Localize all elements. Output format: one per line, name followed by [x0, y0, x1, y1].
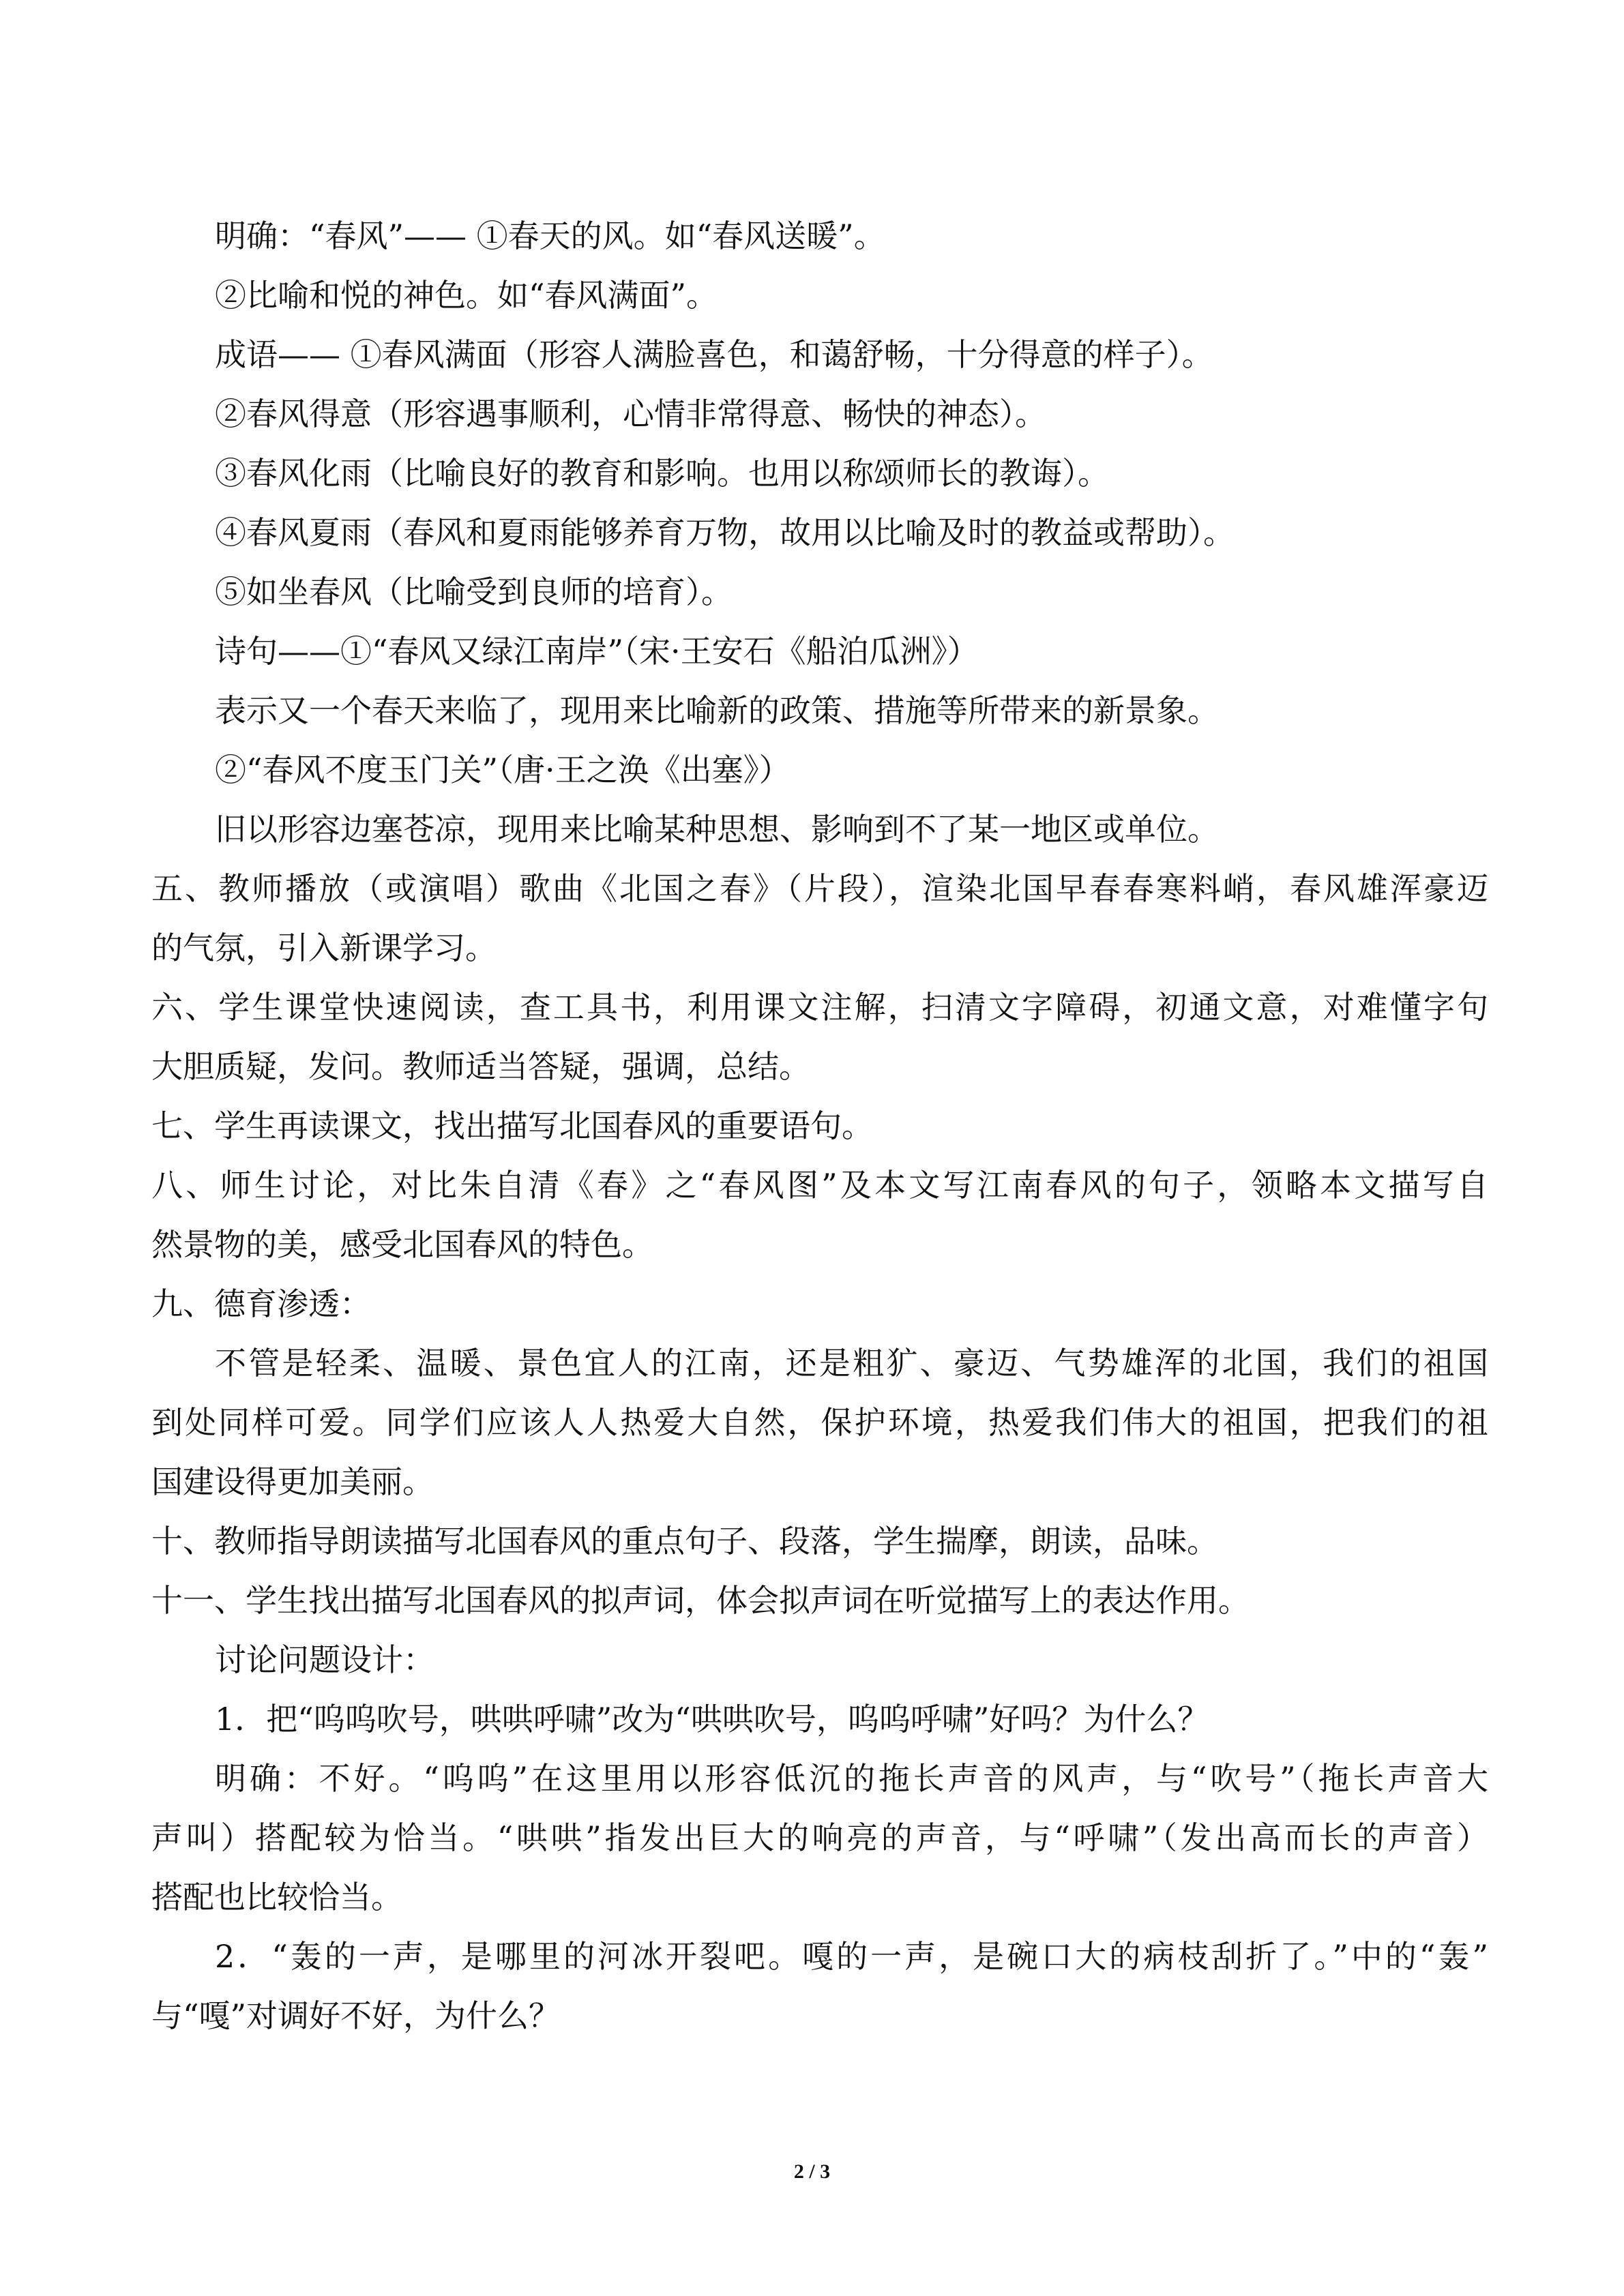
text-line: ②春风得意（形容遇事顺利，心情非常得意、畅快的神态）。 [215, 396, 1046, 432]
text-line: 九、德育渗透： [151, 1285, 371, 1322]
text-line: ③春风化雨（比喻良好的教育和影响。也用以称颂师长的教诲）。 [215, 455, 1109, 492]
text-line: ②“春风不度玉门关”（唐·王之涣《出塞》） [215, 751, 791, 788]
text-line: 1．把“呜呜吹号，哄哄呼啸”改为“哄哄吹号，呜呜呼啸”好吗？为什么？ [215, 1701, 1209, 1738]
text-line: 与“嘎”对调好不好，为什么？ [151, 1997, 561, 2034]
text-line: 大胆质疑，发问。教师适当答疑，强调，总结。 [151, 1048, 810, 1085]
text-line: 到处同样可爱。同学们应该人人热爱大自然，保护环境，热爱我们伟大的祖国，把我们的祖 [151, 1404, 1488, 1441]
text-line: 声叫）搭配较为恰当。“哄哄”指发出巨大的响亮的声音，与“呼啸”（发出高而长的声音） [151, 1819, 1488, 1856]
text-line: 六、学生课堂快速阅读，查工具书，利用课文注解，扫清文字障碍，初通文意，对难懂字句 [151, 989, 1488, 1026]
text-line: 十、教师指导朗读描写北国春风的重点句子、段落，学生揣摩，朗读，品味。 [151, 1523, 1218, 1560]
page-number: 2 / 3 [793, 2160, 831, 2183]
text-line: 然景物的美，感受北国春风的特色。 [151, 1226, 653, 1263]
text-line: ④春风夏雨（春风和夏雨能够养育万物，故用以比喻及时的教益或帮助）。 [215, 514, 1235, 551]
text-line: ②比喻和悦的神色。如“春风满面”。 [215, 277, 718, 314]
text-line: 诗句——①“春风又绿江南岸”（宋·王安石《船泊瓜洲》） [215, 633, 979, 670]
text-line: 旧以形容边塞苍凉，现用来比喻某种思想、影响到不了某一地区或单位。 [215, 811, 1219, 848]
text-line: ⑤如坐春风（比喻受到良师的培育）。 [215, 573, 733, 610]
text-line: 不管是轻柔、温暖、景色宜人的江南，还是粗犷、豪迈、气势雄浑的北国，我们的祖国 [215, 1345, 1488, 1382]
text-line: 国建设得更加美丽。 [151, 1463, 434, 1500]
text-line: 十一、学生找出描写北国春风的拟声词，体会拟声词在听觉描写上的表达作用。 [151, 1582, 1250, 1619]
text-line: 八、师生讨论，对比朱自清《春》之“春风图”及本文写江南春风的句子，领略本文描写自 [151, 1167, 1488, 1204]
text-line: 五、教师播放（或演唱）歌曲《北国之春》（片段），渲染北国早春春寒料峭，春风雄浑豪迈 [151, 870, 1488, 907]
text-line: 2．“轰的一声，是哪里的河冰开裂吧。嘎的一声，是碗口大的病枝刮折了。”中的“轰” [215, 1938, 1488, 1975]
text-line: 明确：不好。“呜呜”在这里用以形容低沉的拖长声音的风声，与“吹号”（拖长声音大 [215, 1760, 1488, 1797]
text-line: 讨论问题设计： [215, 1641, 434, 1678]
text-line: 七、学生再读课文，找出描写北国春风的重要语句。 [151, 1107, 873, 1144]
text-line: 明确：“春风”—— ①春天的风。如“春风送暖”。 [215, 218, 885, 254]
text-line: 的气氛，引入新课学习。 [151, 929, 497, 966]
text-line: 成语—— ①春风满面（形容人满脸喜色，和蔼舒畅，十分得意的样子）。 [215, 336, 1213, 373]
text-line: 表示又一个春天来临了，现用来比喻新的政策、措施等所带来的新景象。 [215, 692, 1219, 729]
text-line: 搭配也比较恰当。 [151, 1879, 402, 1915]
